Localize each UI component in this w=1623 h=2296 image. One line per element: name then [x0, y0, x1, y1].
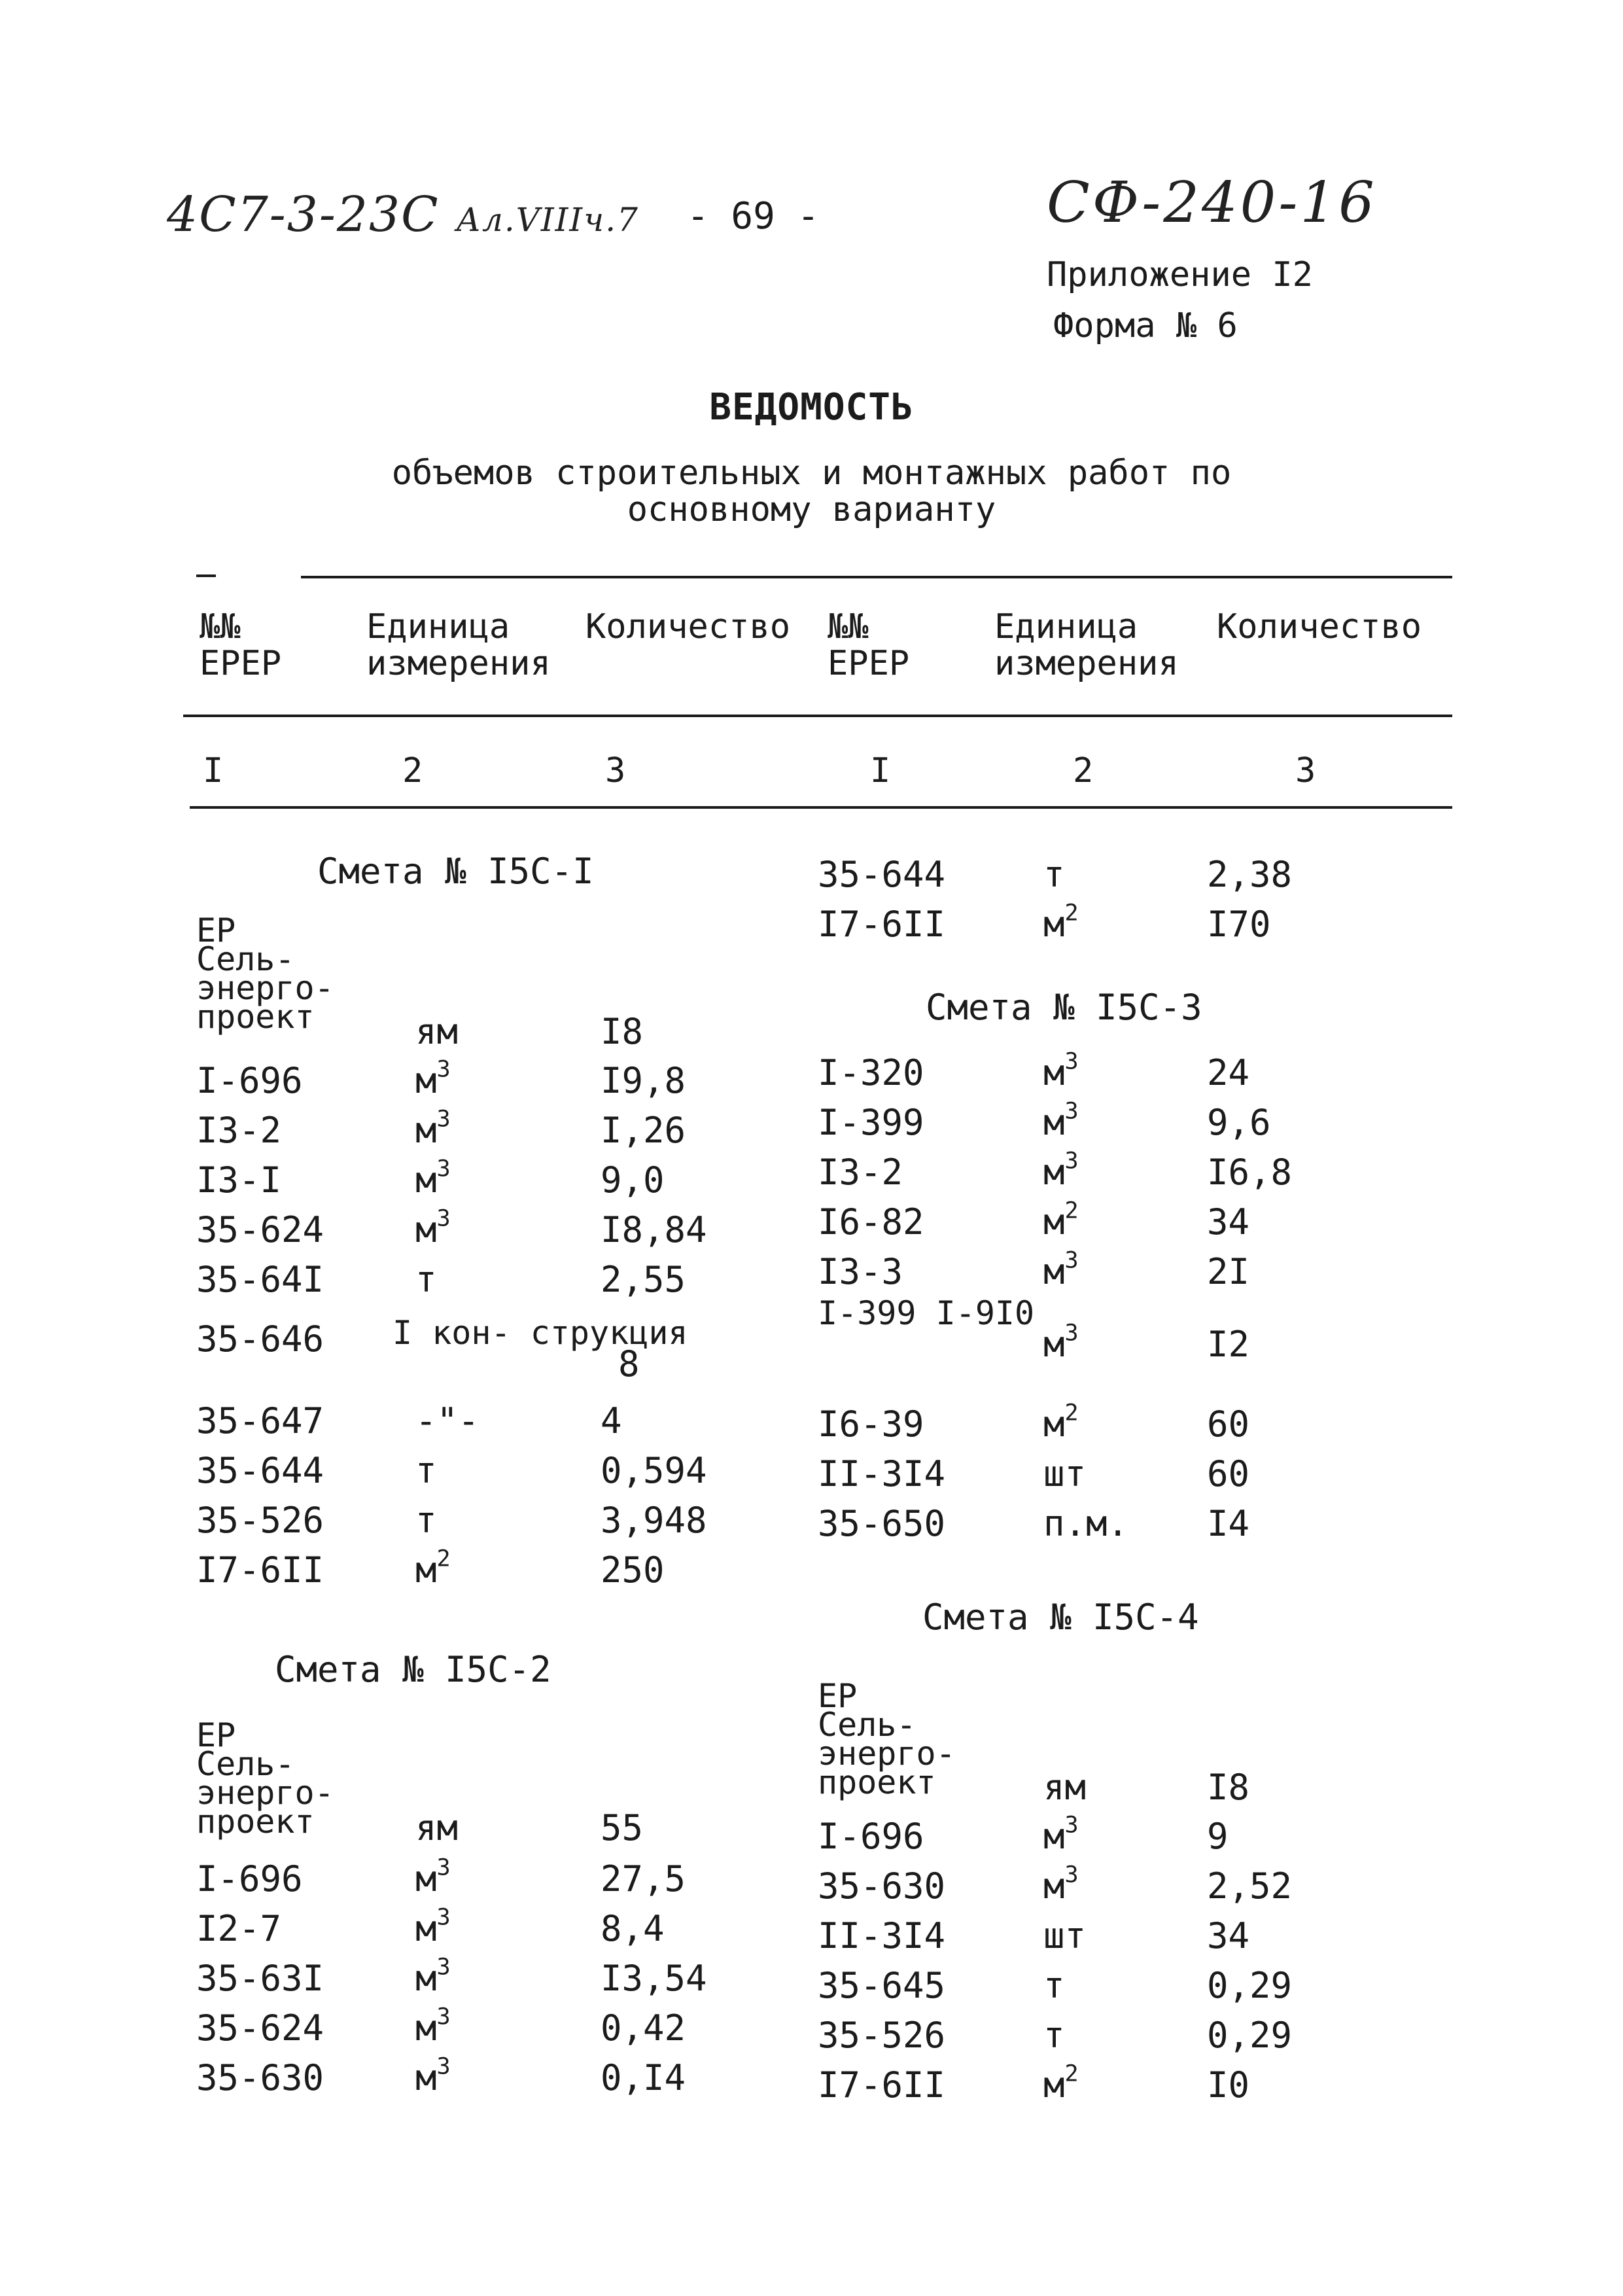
row-unit — [415, 2053, 451, 2098]
row-unit — [1043, 1503, 1128, 1544]
row-qty: 60 — [1207, 1453, 1250, 1494]
header-qty-left: Количество — [585, 607, 791, 646]
row-qty: 0,29 — [1207, 1965, 1293, 2006]
row-code: II-3I4 — [818, 1453, 946, 1494]
row-unit-text: т — [415, 1450, 437, 1491]
document-code-right: СФ-240-16 — [1047, 170, 1377, 236]
row-code: I-399 — [818, 1102, 924, 1143]
row-unit — [1043, 1861, 1079, 1907]
row-qty: 2,38 — [1207, 854, 1293, 895]
row-unit — [1043, 2015, 1065, 2056]
col-number-3-left: 3 — [605, 751, 626, 790]
row-unit-sup: 3 — [1064, 1319, 1079, 1347]
subtitle-line-1: объемов строительных и монтажных работ по — [391, 453, 1232, 493]
row-unit-text: м — [415, 1159, 437, 1201]
row-unit-sup: 3 — [1064, 1811, 1079, 1839]
row-unit-text: м — [415, 1549, 437, 1591]
row-unit-sup: 3 — [436, 1155, 451, 1182]
row-code: I2-7 — [196, 1908, 282, 1949]
row-qty: I,26 — [601, 1110, 686, 1151]
row-unit-sup: 2 — [1064, 1197, 1079, 1224]
row-unit — [1043, 1246, 1079, 1292]
row-unit — [1043, 1915, 1086, 1956]
row-unit-text: м — [415, 1908, 437, 1949]
row-unit-text: м — [1043, 904, 1065, 945]
row-unit: ям — [415, 1807, 459, 1848]
row-unit — [1043, 899, 1079, 945]
row-code: 35-644 — [196, 1450, 324, 1491]
row-unit — [1043, 1811, 1079, 1857]
row-code: I7-6II — [818, 904, 946, 945]
section-title-15c-1: Смета № I5C-I — [317, 851, 594, 892]
row-qty: 9,0 — [601, 1159, 665, 1201]
row-code: 35-630 — [196, 2057, 324, 2098]
row-unit-sup: 3 — [436, 2053, 451, 2080]
page-title: ВЕДОМОСТЬ — [709, 386, 914, 429]
row-unit — [1043, 1399, 1079, 1445]
row-qty: I9,8 — [601, 1060, 686, 1101]
row-qty: I3,54 — [601, 1958, 707, 1999]
table-rule-top-stub — [196, 574, 216, 577]
row-unit — [415, 1903, 451, 1949]
row-qty: 8 — [618, 1343, 640, 1385]
row-unit-sup: 2 — [1064, 1399, 1079, 1426]
row-unit — [415, 1953, 451, 1999]
row-code: I-696 — [196, 1858, 303, 1899]
row-unit-text: шт — [1043, 1453, 1087, 1494]
table-rule-numbers — [190, 806, 1452, 809]
row-code: 35-650 — [818, 1503, 946, 1544]
row-unit-text: м — [415, 1209, 437, 1250]
col-number-2-right: 2 — [1073, 751, 1094, 790]
document-code-suffix: Ал.VIIIч.7 — [456, 201, 639, 239]
row-unit-text: т — [415, 1259, 437, 1300]
row-qty: 27,5 — [601, 1858, 686, 1899]
row-code: 35-645 — [818, 1965, 946, 2006]
row-unit — [415, 1055, 451, 1101]
row-qty: 0,42 — [601, 2007, 686, 2049]
row-unit-text: т — [1043, 854, 1065, 895]
section-title-15c-3: Смета № I5C-3 — [926, 987, 1202, 1028]
row-qty: 0,I4 — [601, 2057, 686, 2098]
row-unit-sup: 2 — [1064, 2060, 1079, 2087]
row-qty: 2,52 — [1207, 1865, 1293, 1907]
row-unit — [1043, 1965, 1065, 2006]
row-unit-text: м — [1043, 2064, 1065, 2106]
page-subtitle — [0, 455, 1623, 528]
row-unit — [415, 1105, 451, 1151]
row-unit — [415, 1155, 451, 1201]
row-code: I-320 — [818, 1052, 924, 1093]
section-title-15c-2: Смета № I5C-2 — [275, 1649, 551, 1690]
row-qty: 34 — [1207, 1201, 1250, 1243]
row-unit-text: м — [1043, 1251, 1065, 1292]
row-unit-sup: 3 — [436, 1854, 451, 1881]
row-code: 35-63I — [196, 1958, 324, 1999]
page-number: - 69 - — [687, 195, 820, 238]
row-unit — [1043, 1319, 1079, 1365]
row-unit: ям — [415, 1011, 459, 1052]
row-qty: I6,8 — [1207, 1152, 1293, 1193]
row-code: I7-6II — [818, 2064, 946, 2106]
row-unit-sup: 3 — [1064, 1861, 1079, 1888]
row-unit-text: м — [1043, 1816, 1065, 1857]
row-qty: I70 — [1207, 904, 1271, 945]
row-unit-text: м — [1043, 1865, 1065, 1907]
row-qty: 9 — [1207, 1816, 1229, 1857]
row-unit — [415, 1205, 451, 1250]
row-unit — [415, 1500, 437, 1541]
org-label: ЕР Сель- энерго- проект — [818, 1677, 956, 1801]
row-unit-sup: 3 — [436, 1105, 451, 1133]
row-unit-sup: 3 — [436, 1903, 451, 1931]
row-unit-sup: 3 — [436, 1055, 451, 1083]
row-qty: 250 — [601, 1549, 665, 1591]
row-unit: I кон- струкция — [393, 1314, 688, 1352]
row-code: 35-624 — [196, 1209, 324, 1250]
header-code-right: №№ ЕРЕР — [828, 607, 910, 683]
row-qty: I8,84 — [601, 1209, 707, 1250]
document-code-main: 4C7-3-23C — [167, 186, 440, 243]
row-unit — [1043, 1453, 1086, 1494]
row-unit-text: м — [1043, 1324, 1065, 1365]
row-unit-sup: 3 — [436, 2003, 451, 2030]
row-unit-text: п.м. — [1043, 1503, 1129, 1544]
row-qty: I8 — [601, 1011, 644, 1052]
row-code: I-696 — [196, 1060, 303, 1101]
row-unit — [415, 2003, 451, 2049]
row-unit-text: м — [415, 1958, 437, 1999]
org-label: ЕР Сель- энерго- проект — [196, 1716, 334, 1841]
row-unit — [1043, 1147, 1079, 1193]
form-label: Форма № 6 — [1053, 306, 1238, 345]
row-unit-sup: 3 — [1064, 1147, 1079, 1174]
row-code: I-696 — [818, 1816, 924, 1857]
row-unit-sup: 3 — [1064, 1048, 1079, 1075]
row-qty: 24 — [1207, 1052, 1250, 1093]
row-code: 35-526 — [818, 2015, 946, 2056]
row-unit — [1043, 2060, 1079, 2106]
row-unit-sup: 3 — [436, 1953, 451, 1981]
row-unit — [1043, 1197, 1079, 1243]
row-unit-sup: 3 — [436, 1205, 451, 1232]
row-unit — [415, 1450, 437, 1491]
row-unit-sup: 3 — [1064, 1246, 1079, 1274]
row-code: 35-64I — [196, 1259, 324, 1300]
row-code: I3-3 — [818, 1251, 903, 1292]
row-code: I7-6II — [196, 1549, 324, 1591]
row-code: I6-82 — [818, 1201, 924, 1243]
row-unit-text: м — [1043, 1404, 1065, 1445]
row-unit-sup: 3 — [1064, 1097, 1079, 1125]
row-qty: 9,6 — [1207, 1102, 1271, 1143]
row-unit — [415, 1400, 480, 1441]
header-unit-left: Единица измерения — [366, 607, 551, 683]
row-unit-text: шт — [1043, 1915, 1087, 1956]
row-unit-sup: 2 — [1064, 899, 1079, 927]
col-number-1-right: I — [870, 751, 891, 790]
row-qty: I0 — [1207, 2064, 1250, 2106]
row-code: I3-I — [196, 1159, 282, 1201]
row-code: 35-624 — [196, 2007, 324, 2049]
row-code: 35-644 — [818, 854, 946, 895]
row-qty: 3,948 — [601, 1500, 707, 1541]
row-qty: 60 — [1207, 1404, 1250, 1445]
row-code: I3-2 — [196, 1110, 282, 1151]
row-unit-text: т — [1043, 1965, 1065, 2006]
row-unit-text: м — [1043, 1201, 1065, 1243]
row-qty: 4 — [601, 1400, 622, 1441]
row-qty: 2,55 — [601, 1259, 686, 1300]
row-qty: 55 — [601, 1807, 644, 1848]
header-code-left: №№ ЕРЕР — [200, 607, 282, 683]
row-unit — [1043, 854, 1065, 895]
row-code: I3-2 — [818, 1152, 903, 1193]
row-qty: 2I — [1207, 1251, 1250, 1292]
subtitle-line-2: основному варианту — [627, 490, 996, 529]
row-qty: I2 — [1207, 1324, 1250, 1365]
row-unit-text: м — [415, 1858, 437, 1899]
row-unit-text: м — [415, 2007, 437, 2049]
row-qty: I4 — [1207, 1503, 1250, 1544]
section-title-15c-4: Смета № I5C-4 — [922, 1597, 1199, 1638]
col-number-1-left: I — [203, 751, 224, 790]
row-unit — [415, 1259, 437, 1300]
row-unit-text: м — [415, 2057, 437, 2098]
row-qty: 34 — [1207, 1915, 1250, 1956]
row-code: 35-630 — [818, 1865, 946, 1907]
row-qty: 0,29 — [1207, 2015, 1293, 2056]
row-unit-text: м — [415, 1060, 437, 1101]
row-code: 35-647 — [196, 1400, 324, 1441]
col-number-3-right: 3 — [1295, 751, 1316, 790]
row-unit-text: т — [415, 1500, 437, 1541]
appendix-label: Приложение I2 — [1047, 255, 1313, 294]
row-code: 35-526 — [196, 1500, 324, 1541]
document-code — [167, 186, 639, 243]
row-qty: 0,594 — [601, 1450, 707, 1491]
header-unit-right: Единица измерения — [994, 607, 1179, 683]
row-unit — [415, 1545, 451, 1591]
row-unit-text: м — [1043, 1052, 1065, 1093]
row-unit-text: -"- — [415, 1400, 480, 1441]
row-unit — [415, 1854, 451, 1899]
row-code: 35-646 — [196, 1318, 324, 1360]
table-rule-top — [301, 576, 1452, 578]
row-unit-text: м — [415, 1110, 437, 1151]
row-code: I-399 I-9I0 — [818, 1294, 1035, 1332]
row-unit: ям — [1043, 1767, 1087, 1808]
org-label: ЕР Сель- энерго- проект — [196, 911, 334, 1036]
table-rule-header — [183, 715, 1452, 717]
row-unit-text: м — [1043, 1102, 1065, 1143]
row-code: II-3I4 — [818, 1915, 946, 1956]
row-code: I6-39 — [818, 1404, 924, 1445]
row-unit — [1043, 1048, 1079, 1093]
row-unit-text: т — [1043, 2015, 1065, 2056]
header-qty-right: Количество — [1217, 607, 1422, 646]
col-number-2-left: 2 — [402, 751, 423, 790]
row-unit — [1043, 1097, 1079, 1143]
row-unit-text: м — [1043, 1152, 1065, 1193]
row-qty: I8 — [1207, 1767, 1250, 1808]
row-qty: 8,4 — [601, 1908, 665, 1949]
row-unit-sup: 2 — [436, 1545, 451, 1572]
